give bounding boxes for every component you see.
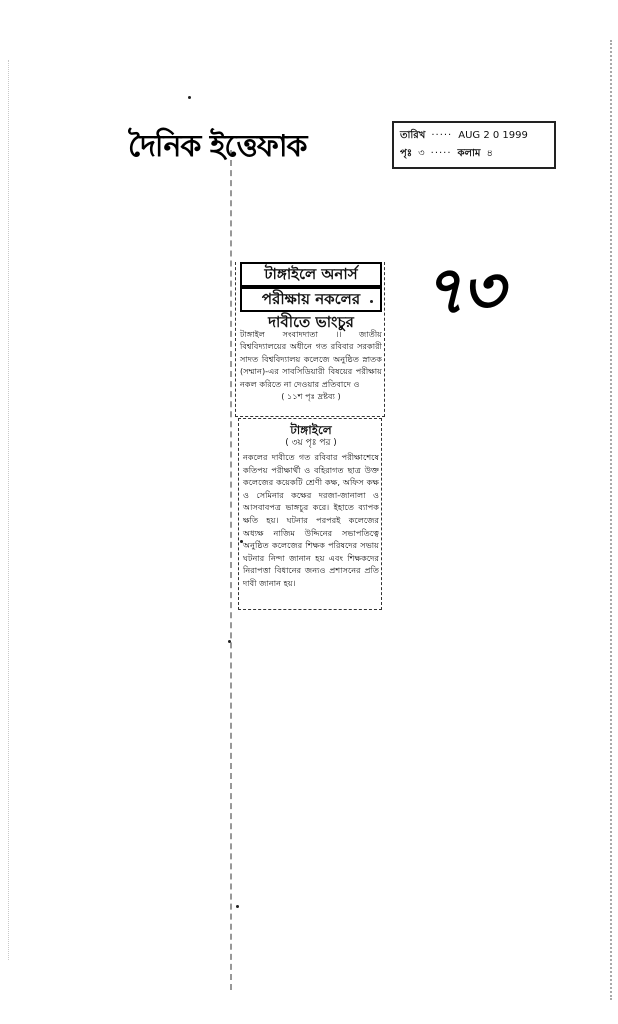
stamp-page-value: ৩	[418, 148, 425, 159]
stamp-page-label: পৃঃ	[400, 148, 413, 159]
continuation-reference: ( ৩য় পৃঃ পর )	[285, 438, 337, 448]
news-clipping-main	[235, 262, 385, 417]
scan-edge-right	[610, 40, 612, 1000]
stamp-column-label: কলাম	[457, 148, 481, 159]
newspaper-masthead: দৈনিক ইত্তেফাক	[128, 129, 307, 164]
article-body-part2: নকলের দাবীতে গত রবিবার পরীক্ষাশেষে কতিপয় পরীক্ষার্থী ও বহিরাগত ছাত্র উক্ত কলেজের কয়েকটি শ্রেণী কক্ষ, অফিস কক্ষ ও সেমিনার কক্ষের দরজা-জানালা ও আসবাবপত্র ভাঙ্গচুর করে। ইহাতে ব্যাপক ক্ষতি হয়। ঘটনার পরপরই কলেজের অধ্যক্ষ নাজিম উদ্দিনের সভাপতিত্বে অনুষ্ঠিত কলেজের শিক্ষক পরিষদের সভায় ঘটনার নিন্দা জানান হয় এবং শিক্ষকদের নিরাপত্তা বিধানের জন্যও প্রশাসনের প্রতি দাবী জানান হয়।	[243, 452, 379, 588]
stamp-dots: ·····	[430, 148, 452, 159]
headline-line: টাঙ্গাইলে অনার্স	[240, 262, 382, 287]
scan-speck	[188, 96, 191, 99]
stamp-date-label: তারিখ	[400, 130, 426, 141]
stamp-date-value: AUG 2 0 1999	[458, 130, 528, 141]
stamp-column-value: ৪	[486, 148, 493, 159]
headline-line: দাবীতে ভাংচুর	[268, 313, 354, 331]
article-text: টাঙ্গাইল সংবাদদাতা ।। জাতীয় বিশ্ববিদ্যালয়ের অধীনে গত রবিবার সরকারী সাদত বিশ্ববিদ্যালয় কলেজে অনুষ্ঠিত স্নাতক (সম্মান)-এর সাবসিডিয়ারী বিষয়ের পরীক্ষায় নকল করিতে না দেওয়ার প্রতিবাদে ও	[240, 329, 382, 389]
scan-edge-left	[8, 60, 9, 960]
scan-speck	[228, 640, 231, 643]
handwritten-number: ৭৩	[422, 251, 500, 329]
article-headline	[236, 262, 386, 333]
stamp-dots: ·····	[431, 130, 453, 141]
continuation-heading: টাঙ্গাইলে	[290, 423, 332, 437]
news-clipping-continuation	[238, 418, 382, 610]
headline-line: পরীক্ষায় নকলের	[240, 287, 382, 312]
fold-line	[230, 150, 232, 990]
archive-stamp	[392, 121, 556, 169]
scan-speck	[236, 905, 239, 908]
continued-reference: ( ১১শ পৃঃ দ্রষ্টব্য )	[281, 391, 341, 402]
article-body-part1	[240, 328, 382, 402]
